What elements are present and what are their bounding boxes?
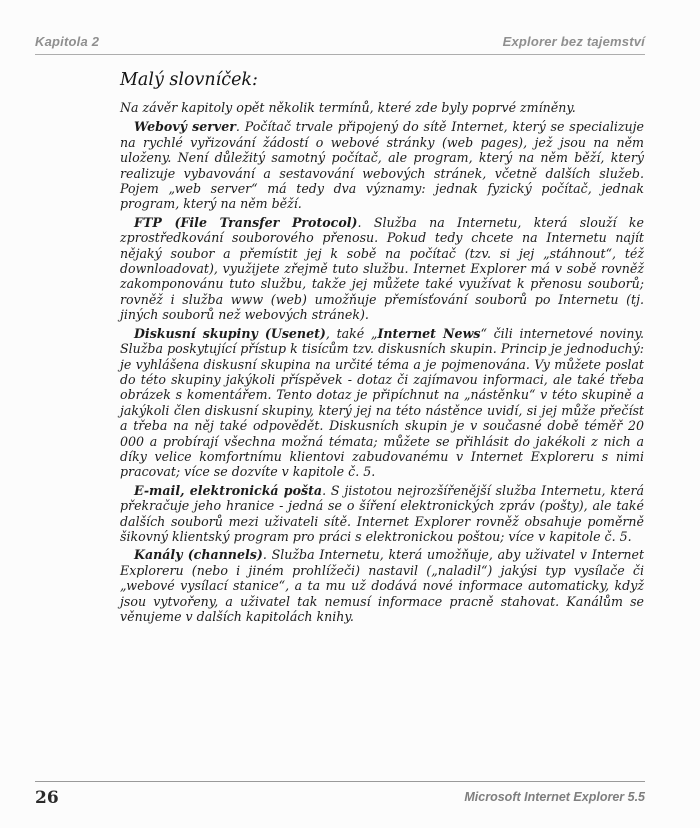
term-name: Diskusní skupiny (Usenet) (134, 325, 326, 341)
paragraph (120, 483, 644, 545)
header-rule (35, 54, 645, 55)
footer-book-title: Microsoft Internet Explorer 5.5 (464, 790, 645, 804)
paragraph (120, 215, 644, 323)
header-book-title: Explorer bez tajemství (502, 34, 645, 49)
content-column (120, 70, 644, 627)
footer-rule (35, 781, 645, 782)
term-name: E-mail, elektronická pošta (134, 482, 323, 498)
term-name: FTP (File Transfer Protocol) (134, 214, 358, 230)
paragraph-text: . Služba Internetu, která umožňuje, aby uživatel v Internet Exploreru (nebo i jiném prohlížeči) nastavil („naladil“) jakýsi typ vysílače či „webové vysílací stanice“, a ta mu už dodává nové informace automaticky, když jsou vytvořeny, a uživatel tak nemusí informace pracně stahovat. Kanálům se věnujeme v dalších kapitolách knihy. (120, 547, 644, 624)
page-header (35, 34, 645, 49)
page-number: 26 (35, 788, 59, 808)
paragraph (120, 547, 644, 624)
term-name: Internet News (377, 325, 481, 341)
intro-paragraph: Na závěr kapitoly opět několik termínů, které zde byly poprvé zmíněny. (120, 100, 576, 115)
paragraph-text: . S jistotou nejrozšířenější služba Internetu, která překračuje jeho hranice - jedná se o šíření elektronických zpráv (pošty), ale také dalších souborů mezi uživateli sítě. Internet Explorer rovněž obsahuje poměrně šikovný klientský program pro práci s elektronickou poštou; více v kapitole č. 5. (120, 482, 644, 544)
paragraph-text: “ čili internetové noviny. Služba poskytující přístup k tisícům tzv. diskusních skupin. Princip je jednoduchý: je vyhlášena diskusní skupina na určité téma a je pojmenována. Vy můžete poslat do této skupiny jakýkoli příspěvek - dotaz či zajímavou informaci, ale také třeba obrázek s komentářem. Tento dotaz je připíchnut na „nástěnku“ v této skupině a jakýkoli člen diskusní skupiny, který jej na této nástěnce uvidí, si jej může přečíst a třeba na něj také odpovědět. Diskusních skupin je v současné době téměř 20 000 a probírají všechna možná témata; můžete se přihlásit do jakékoli z nich a díky velice komfortnímu klientovi zabudovanému v Internet Exploreru s nimi pracovat; více se dozvíte v kapitole č. 5. (120, 325, 644, 480)
paragraph (120, 326, 644, 480)
paragraphs (120, 119, 644, 624)
paragraph-text: . Služba na Internetu, která slouží ke zprostředkování souborového přenosu. Pokud tedy chcete na Internetu najít nějaký soubor a přemístit jej k sobě na počítač (tzv. si jej „stáhnout“, též downloadovat), využijete zřejmě tuto službu. Internet Explorer má v sobě rovněž zakomponovánu tuto službu, takže jej můžete také využívat k přenosu souborů; rovněž i služba www (web) umožňuje přemísťování souborů po Internetu (tj. jiných souborů než webových stránek). (120, 214, 644, 323)
paragraph-text: , také „ (325, 325, 378, 341)
paragraph-text: . Počítač trvale připojený do sítě Internet, který se specializuje na rychlé vyřizování žádostí o webové stránky (web pages), jež jsou na něm uloženy. Není důležitý samotný počítač, ale program, který na něm běží, který realizuje vybavování a sestavování webových stránek, včetně dalších služeb. Pojem „web server“ má tedy dva významy: jednak fyzický počítač, jednak program, který na něm běží. (120, 119, 644, 212)
section-title: Malý slovníček: (120, 70, 258, 90)
paragraph (120, 119, 644, 211)
term-name: Kanály (channels) (134, 547, 263, 563)
header-chapter: Kapitola 2 (35, 34, 100, 49)
term-name: Webový server (134, 119, 236, 135)
